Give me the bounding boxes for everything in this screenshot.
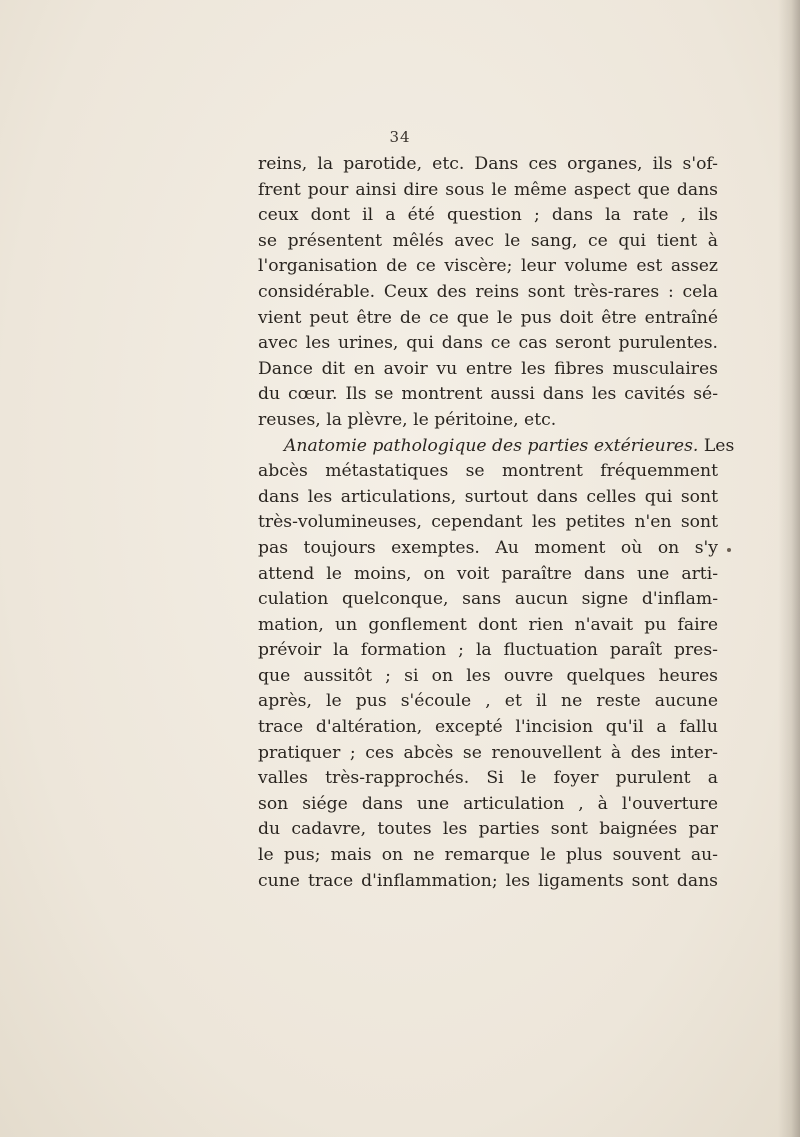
text-line: pas toujours exemptes. Au moment où on s'y: [258, 537, 718, 558]
text-line: dans les articulations, surtout dans celles qui sont: [258, 486, 718, 507]
text-line: Dance dit en avoir vu entre les fibres musculaires: [258, 358, 718, 379]
section-heading-line: [258, 434, 735, 460]
text-line: très-volumineuses, cependant les petites n'en sont: [258, 512, 718, 533]
text-line: se présentent mêlés avec le sang, ce qui tient à: [258, 230, 718, 251]
text-line: du cadavre, toutes les parties sont baignées par: [258, 819, 718, 840]
text-line: valles très-rapprochés. Si le foyer purulent a: [258, 768, 718, 789]
text-line: son siége dans une articulation , à l'ouverture: [258, 793, 718, 814]
section-heading-tail: Les: [698, 435, 735, 456]
text-line: pratiquer ; ces abcès se renouvellent à des inter-: [258, 742, 718, 763]
text-line: trace d'altération, excepté l'incision qu'il a fallu: [258, 717, 718, 738]
text-line: vient peut être de ce que le pus doit être entraîné: [258, 307, 718, 328]
ink-spot: [727, 548, 731, 552]
text-line: avec les urines, qui dans ce cas seront purulentes.: [258, 333, 718, 354]
text-line: prévoir la formation ; la fluctuation paraît pres-: [258, 640, 718, 661]
text-line: ceux dont il a été question ; dans la rate , ils: [258, 205, 718, 226]
text-line: abcès métastatiques se montrent fréquemment: [258, 461, 718, 482]
text-line: après, le pus s'écoule , et il ne reste aucune: [258, 691, 718, 712]
text-line: considérable. Ceux des reins sont très-rares : cela: [258, 281, 718, 302]
page-edge-shadow: [778, 0, 800, 1137]
text-line: du cœur. Ils se montrent aussi dans les cavités sé-: [258, 384, 718, 405]
text-line: le pus; mais on ne remarque le plus souvent au-: [258, 845, 718, 866]
body-text: [258, 152, 735, 894]
text-line: que aussitôt ; si on les ouvre quelques heures: [258, 665, 718, 686]
text-line: culation quelconque, sans aucun signe d'inflam-: [258, 589, 718, 610]
text-line: reins, la parotide, etc. Dans ces organes, ils s'of-: [258, 154, 718, 174]
section-heading: Anatomie pathologique des parties extérieures.: [284, 435, 699, 456]
text-line: frent pour ainsi dire sous le même aspect que dans: [258, 179, 718, 200]
text-line: l'organisation de ce viscère; leur volume est assez: [258, 256, 718, 277]
text-line: attend le moins, on voit paraître dans une arti-: [258, 563, 718, 584]
page-number: 34: [389, 128, 411, 146]
text-line: mation, un gonflement dont rien n'avait pu faire: [258, 614, 718, 635]
text-line: reuses, la plèvre, le péritoine, etc.: [258, 409, 557, 430]
text-line: cune trace d'inflammation; les ligaments sont dans: [258, 870, 718, 891]
